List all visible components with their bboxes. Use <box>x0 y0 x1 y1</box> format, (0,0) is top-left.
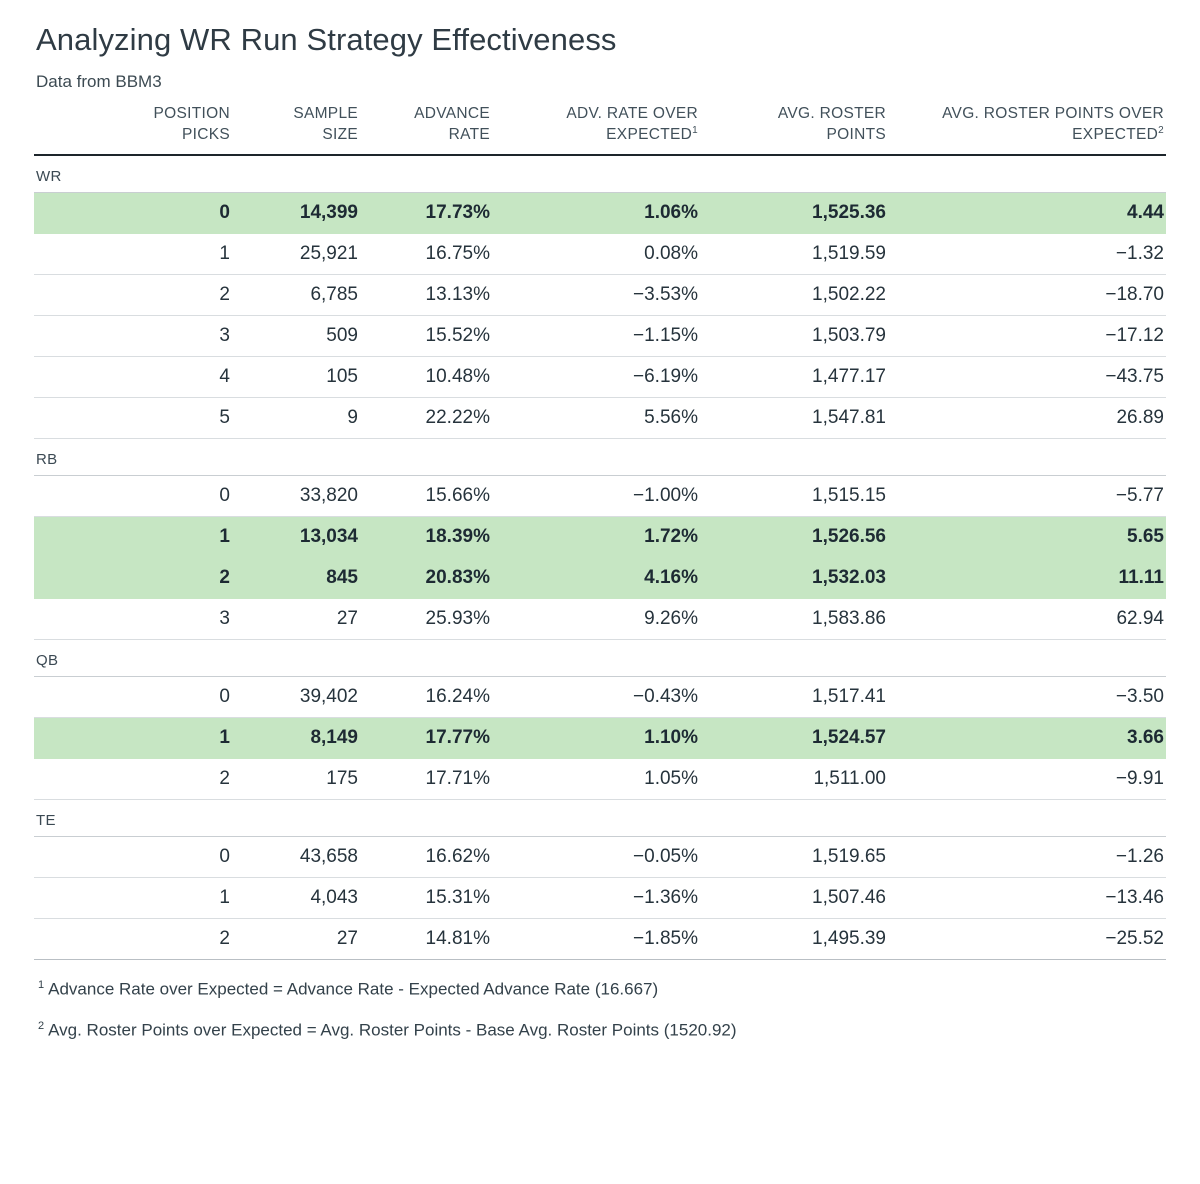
cell-sample-size: 39,402 <box>232 676 360 717</box>
cell-position-picks: 4 <box>34 356 232 397</box>
cell-advance-rate: 17.77% <box>360 717 492 758</box>
table-row <box>34 475 1166 516</box>
cell-adv-rate-over-expected: −0.05% <box>492 836 700 877</box>
cell-advance-rate: 17.73% <box>360 192 492 233</box>
column-header-line1: AVG. ROSTER POINTS OVER <box>942 105 1164 122</box>
table-header <box>34 104 1166 155</box>
cell-avg-roster-points: 1,524.57 <box>700 717 888 758</box>
cell-advance-rate: 16.75% <box>360 233 492 274</box>
cell-advance-rate: 15.31% <box>360 877 492 918</box>
cell-adv-rate-over-expected: −3.53% <box>492 274 700 315</box>
table-row <box>34 315 1166 356</box>
group-label: QB <box>34 639 1166 676</box>
footnote-marker: 2 <box>1158 124 1164 136</box>
cell-adv-rate-over-expected: 4.16% <box>492 557 700 598</box>
cell-advance-rate: 10.48% <box>360 356 492 397</box>
cell-avg-roster-points-over-expected: −9.91 <box>888 758 1166 799</box>
table-row <box>34 233 1166 274</box>
cell-sample-size: 25,921 <box>232 233 360 274</box>
column-header-line2: PICKS <box>181 125 230 143</box>
cell-avg-roster-points: 1,503.79 <box>700 315 888 356</box>
column-header-line2: RATE <box>448 125 490 143</box>
table-row <box>34 192 1166 233</box>
table-body <box>34 155 1166 960</box>
table-row <box>34 557 1166 598</box>
group-label: TE <box>34 799 1166 836</box>
cell-avg-roster-points-over-expected: −13.46 <box>888 877 1166 918</box>
cell-position-picks: 5 <box>34 397 232 438</box>
cell-sample-size: 43,658 <box>232 836 360 877</box>
cell-avg-roster-points: 1,502.22 <box>700 274 888 315</box>
cell-advance-rate: 14.81% <box>360 918 492 959</box>
cell-sample-size: 13,034 <box>232 516 360 557</box>
cell-avg-roster-points-over-expected: 5.65 <box>888 516 1166 557</box>
page-title: Analyzing WR Run Strategy Effectiveness <box>36 22 617 57</box>
cell-adv-rate-over-expected: −1.00% <box>492 475 700 516</box>
column-header-avg-roster-points-over-expected <box>888 104 1166 155</box>
cell-avg-roster-points: 1,547.81 <box>700 397 888 438</box>
table-row <box>34 356 1166 397</box>
cell-position-picks: 3 <box>34 598 232 639</box>
column-header-line1: SAMPLE <box>293 105 358 122</box>
column-header-line1: POSITION <box>153 105 230 122</box>
table-row <box>34 877 1166 918</box>
cell-advance-rate: 16.62% <box>360 836 492 877</box>
cell-adv-rate-over-expected: 1.05% <box>492 758 700 799</box>
cell-advance-rate: 16.24% <box>360 676 492 717</box>
column-header-line2: EXPECTED <box>1072 125 1159 143</box>
table-row <box>34 676 1166 717</box>
cell-position-picks: 3 <box>34 315 232 356</box>
group-header-row <box>34 639 1166 676</box>
page-subtitle: Data from BBM3 <box>36 72 162 91</box>
footnotes <box>34 978 1164 1042</box>
group-header-row <box>34 155 1166 193</box>
strategy-table <box>34 104 1166 960</box>
column-header-line1: ADVANCE <box>414 105 490 122</box>
cell-avg-roster-points: 1,477.17 <box>700 356 888 397</box>
cell-avg-roster-points-over-expected: 4.44 <box>888 192 1166 233</box>
footnote-1 <box>38 978 1164 1001</box>
cell-avg-roster-points: 1,519.65 <box>700 836 888 877</box>
cell-sample-size: 6,785 <box>232 274 360 315</box>
cell-position-picks: 2 <box>34 758 232 799</box>
column-header-avg-roster-points <box>700 104 888 155</box>
cell-advance-rate: 15.66% <box>360 475 492 516</box>
cell-avg-roster-points: 1,517.41 <box>700 676 888 717</box>
cell-position-picks: 0 <box>34 836 232 877</box>
cell-sample-size: 845 <box>232 557 360 598</box>
cell-avg-roster-points: 1,526.56 <box>700 516 888 557</box>
footnote-text: Avg. Roster Points over Expected = Avg. Roster Points - Base Avg. Roster Points (1520.92) <box>48 1020 737 1040</box>
cell-avg-roster-points-over-expected: −18.70 <box>888 274 1166 315</box>
cell-advance-rate: 25.93% <box>360 598 492 639</box>
cell-avg-roster-points: 1,525.36 <box>700 192 888 233</box>
group-label: WR <box>34 155 1166 193</box>
table-row <box>34 836 1166 877</box>
table-row <box>34 598 1166 639</box>
cell-advance-rate: 22.22% <box>360 397 492 438</box>
cell-avg-roster-points: 1,583.86 <box>700 598 888 639</box>
cell-sample-size: 105 <box>232 356 360 397</box>
cell-position-picks: 1 <box>34 877 232 918</box>
cell-avg-roster-points-over-expected: −25.52 <box>888 918 1166 959</box>
cell-adv-rate-over-expected: −6.19% <box>492 356 700 397</box>
table-row <box>34 717 1166 758</box>
cell-sample-size: 4,043 <box>232 877 360 918</box>
footnote-2 <box>38 1019 1164 1042</box>
column-header-sample-size <box>232 104 360 155</box>
cell-avg-roster-points-over-expected: −1.26 <box>888 836 1166 877</box>
cell-avg-roster-points: 1,507.46 <box>700 877 888 918</box>
cell-advance-rate: 15.52% <box>360 315 492 356</box>
cell-adv-rate-over-expected: 1.10% <box>492 717 700 758</box>
cell-sample-size: 14,399 <box>232 192 360 233</box>
cell-avg-roster-points-over-expected: −5.77 <box>888 475 1166 516</box>
cell-avg-roster-points: 1,519.59 <box>700 233 888 274</box>
group-header-row <box>34 438 1166 475</box>
cell-position-picks: 2 <box>34 557 232 598</box>
cell-avg-roster-points-over-expected: 62.94 <box>888 598 1166 639</box>
cell-adv-rate-over-expected: −1.36% <box>492 877 700 918</box>
cell-position-picks: 2 <box>34 274 232 315</box>
table-row <box>34 274 1166 315</box>
cell-avg-roster-points: 1,532.03 <box>700 557 888 598</box>
group-label: RB <box>34 438 1166 475</box>
cell-sample-size: 9 <box>232 397 360 438</box>
cell-avg-roster-points-over-expected: −17.12 <box>888 315 1166 356</box>
cell-sample-size: 33,820 <box>232 475 360 516</box>
footnote-text: Advance Rate over Expected = Advance Rate - Expected Advance Rate (16.667) <box>48 979 659 999</box>
column-header-adv-rate-over-expected <box>492 104 700 155</box>
cell-position-picks: 2 <box>34 918 232 959</box>
footnote-marker: 2 <box>38 1019 45 1032</box>
footnote-marker: 1 <box>38 978 45 991</box>
footnote-marker: 1 <box>692 124 698 136</box>
cell-avg-roster-points-over-expected: −3.50 <box>888 676 1166 717</box>
cell-sample-size: 27 <box>232 918 360 959</box>
table-row <box>34 516 1166 557</box>
cell-advance-rate: 13.13% <box>360 274 492 315</box>
column-header-line2: SIZE <box>322 125 358 143</box>
table-row <box>34 758 1166 799</box>
cell-adv-rate-over-expected: 0.08% <box>492 233 700 274</box>
cell-adv-rate-over-expected: 1.06% <box>492 192 700 233</box>
column-header-line2: EXPECTED <box>606 125 693 143</box>
cell-avg-roster-points-over-expected: −1.32 <box>888 233 1166 274</box>
cell-avg-roster-points-over-expected: 3.66 <box>888 717 1166 758</box>
cell-adv-rate-over-expected: 5.56% <box>492 397 700 438</box>
cell-adv-rate-over-expected: 1.72% <box>492 516 700 557</box>
column-header-position-picks <box>34 104 232 155</box>
cell-sample-size: 8,149 <box>232 717 360 758</box>
column-header-line1: ADV. RATE OVER <box>566 105 698 122</box>
cell-avg-roster-points: 1,515.15 <box>700 475 888 516</box>
table-row <box>34 918 1166 959</box>
cell-position-picks: 0 <box>34 192 232 233</box>
cell-avg-roster-points-over-expected: −43.75 <box>888 356 1166 397</box>
cell-advance-rate: 20.83% <box>360 557 492 598</box>
table-row <box>34 397 1166 438</box>
cell-position-picks: 1 <box>34 717 232 758</box>
cell-sample-size: 175 <box>232 758 360 799</box>
cell-position-picks: 0 <box>34 676 232 717</box>
cell-adv-rate-over-expected: −1.15% <box>492 315 700 356</box>
column-header-line1: AVG. ROSTER <box>777 105 886 122</box>
cell-adv-rate-over-expected: −1.85% <box>492 918 700 959</box>
cell-avg-roster-points: 1,511.00 <box>700 758 888 799</box>
cell-sample-size: 509 <box>232 315 360 356</box>
cell-position-picks: 1 <box>34 233 232 274</box>
cell-adv-rate-over-expected: −0.43% <box>492 676 700 717</box>
cell-position-picks: 0 <box>34 475 232 516</box>
cell-advance-rate: 18.39% <box>360 516 492 557</box>
cell-advance-rate: 17.71% <box>360 758 492 799</box>
group-header-row <box>34 799 1166 836</box>
cell-avg-roster-points-over-expected: 11.11 <box>888 557 1166 598</box>
cell-avg-roster-points-over-expected: 26.89 <box>888 397 1166 438</box>
cell-adv-rate-over-expected: 9.26% <box>492 598 700 639</box>
column-header-advance-rate <box>360 104 492 155</box>
cell-avg-roster-points: 1,495.39 <box>700 918 888 959</box>
cell-sample-size: 27 <box>232 598 360 639</box>
column-header-line2: POINTS <box>826 125 886 143</box>
cell-position-picks: 1 <box>34 516 232 557</box>
